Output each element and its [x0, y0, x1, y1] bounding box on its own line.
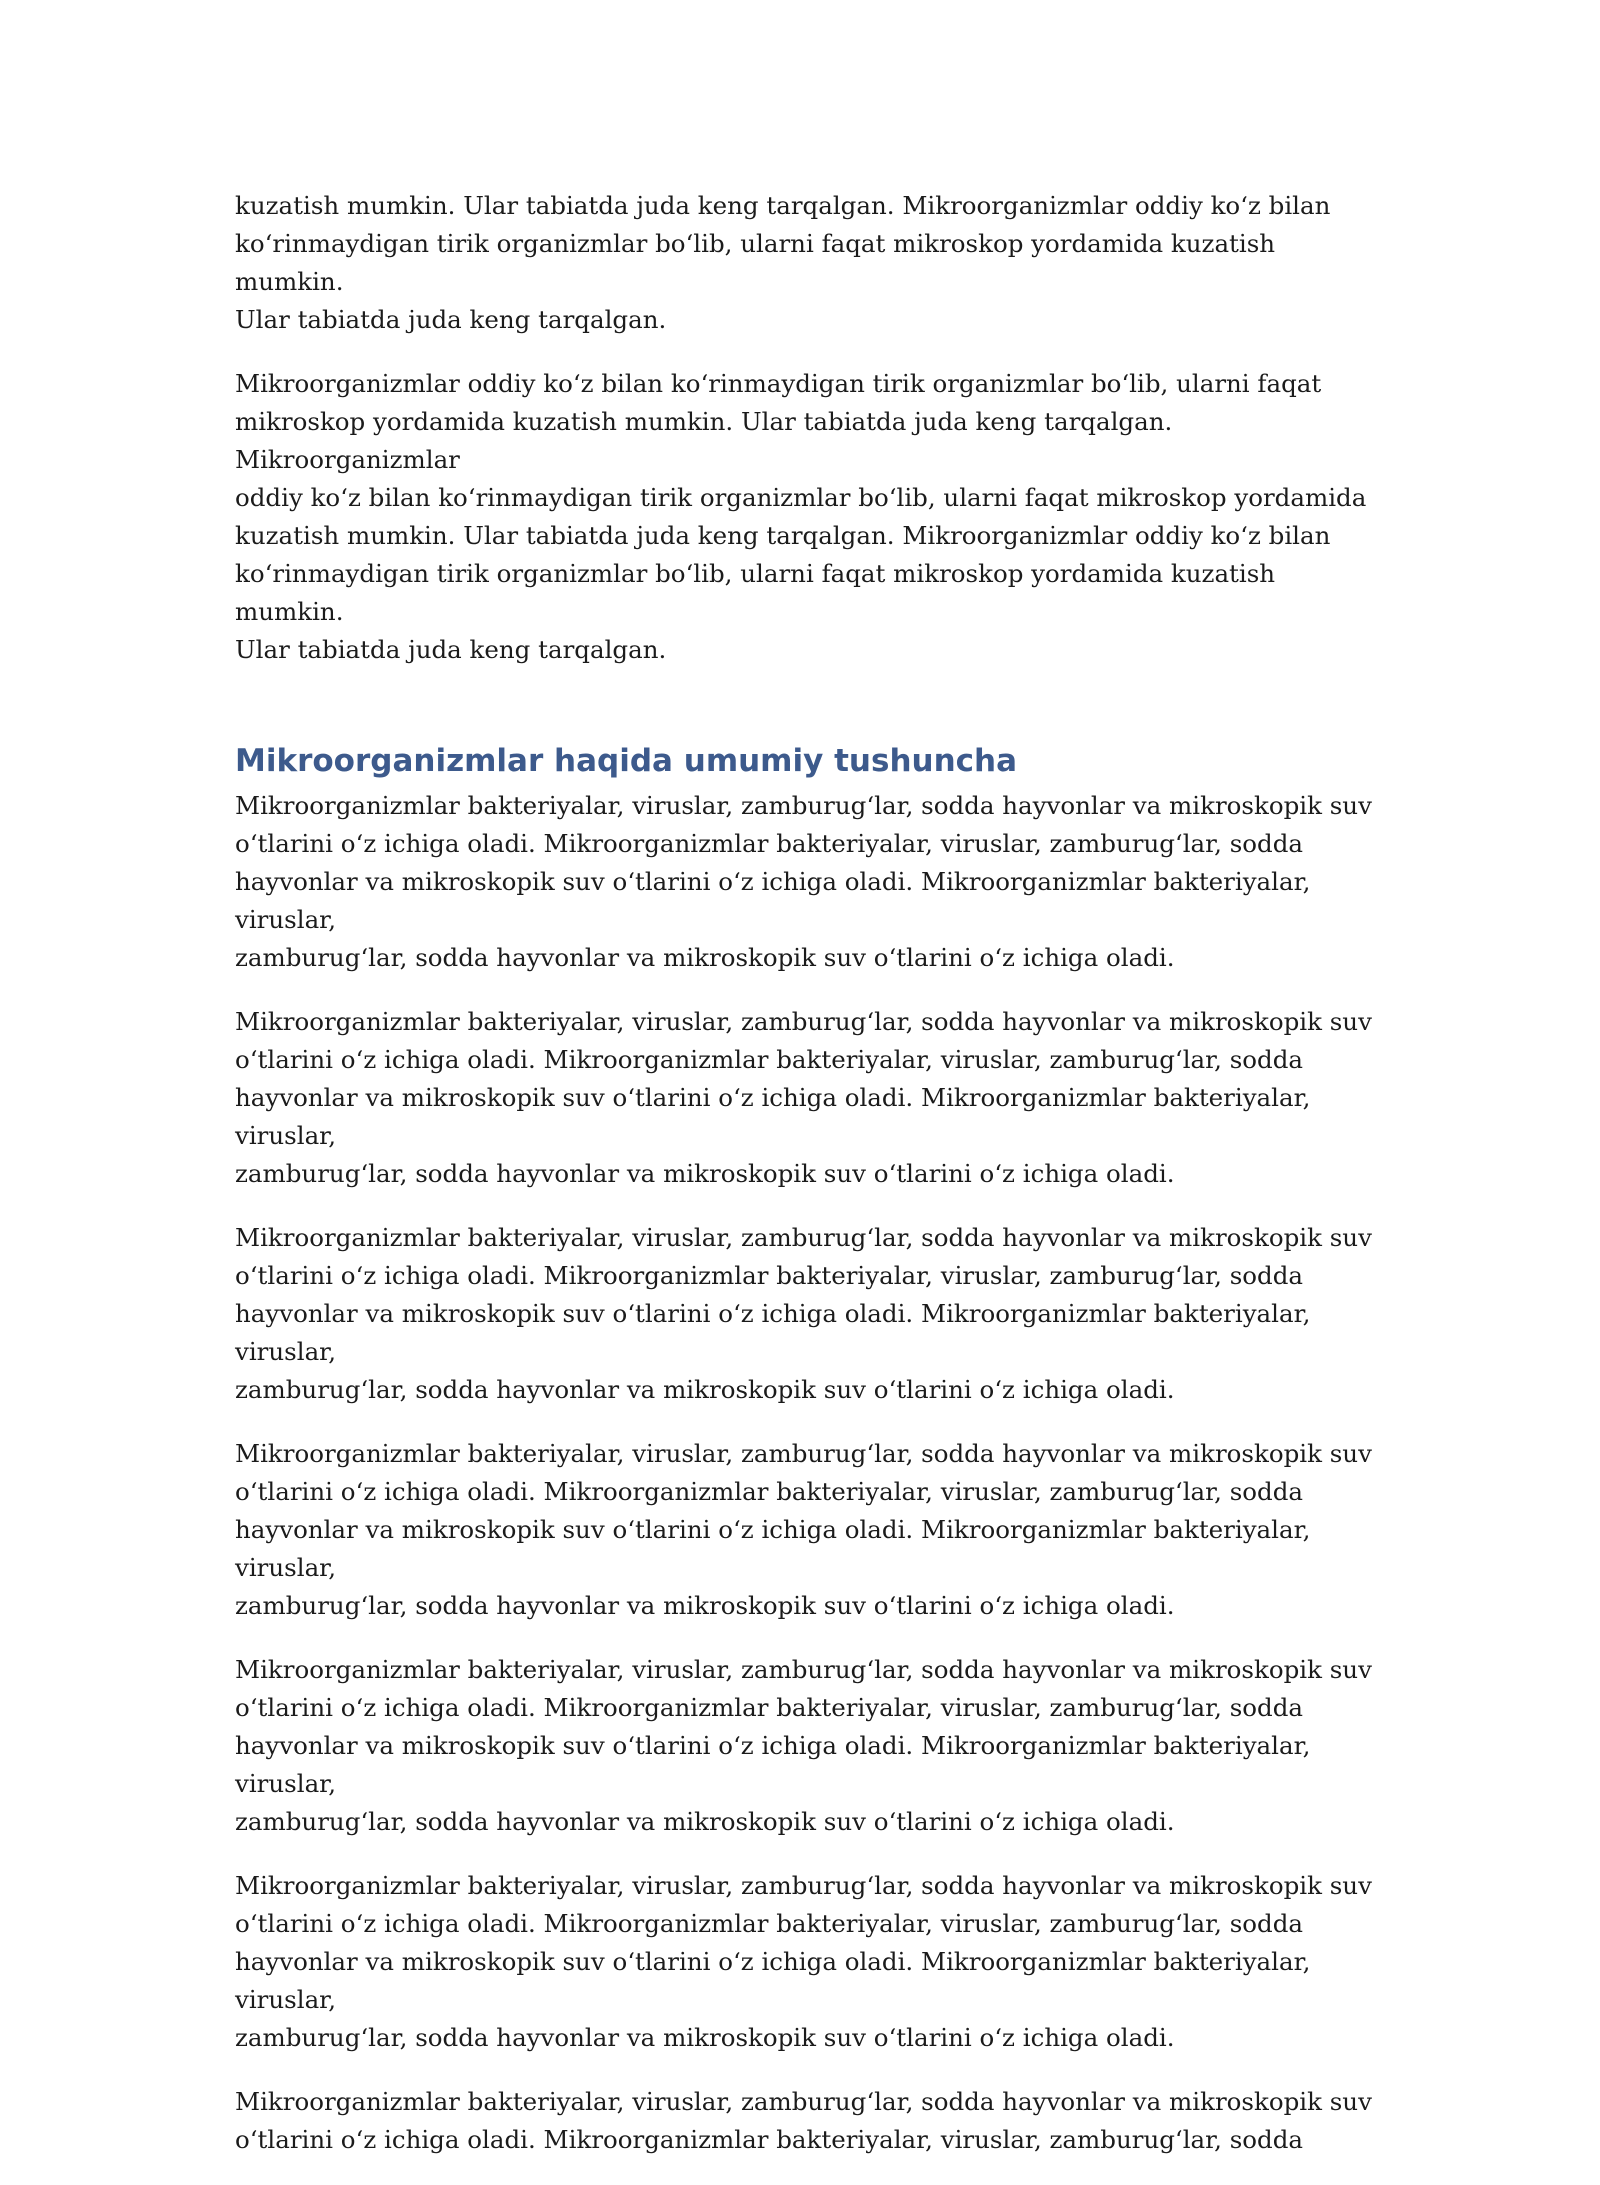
body-paragraph: Mikroorganizmlar bakteriyalar, viruslar, zamburug‘lar, sodda hayvonlar va mikroskopik suv o‘tlarini o‘z ichiga oladi. Mikroorganizmlar bakteriyalar, viruslar, zamburug‘lar, sodda hayvonlar va mikroskopik suv o‘tlarini o‘z ichiga oladi. Mikroorganizmlar bakteriyalar, viruslar, zamburug‘lar, sodda hayvonlar va mikroskopik suv o‘tlarini o‘z ichiga oladi. — [235, 1655, 1372, 1836]
body-paragraph: Mikroorganizmlar bakteriyalar, viruslar, zamburug‘lar, sodda hayvonlar va mikroskopik suv o‘tlarini o‘z ichiga oladi. Mikroorganizmlar bakteriyalar, viruslar, zamburug‘lar, sodda hayvonlar va mikroskopik suv o‘tlarini o‘z ichiga oladi. Mikroorganizmlar bakteriyalar, viruslar, zamburug‘lar, sodda hayvonlar va mikroskopik suv o‘tlarini o‘z ichiga oladi. — [235, 1223, 1372, 1404]
body-paragraph: Mikroorganizmlar oddiy ko‘z bilan ko‘rinmaydigan tirik organizmlar bo‘lib, ularni faqat mikroskop yordamida kuzatish mumkin. Ular tabiatda juda keng tarqalgan. Mikroorganizmlar oddiy ko‘z bilan ko‘rinmaydigan tirik organizmlar bo‘lib, ularni faqat mikroskop yordamida kuzatish mumkin. Ular tabiatda juda keng tarqalgan. Mikroorganizmlar oddiy ko‘z bilan ko‘rinmaydigan tirik organizmlar bo‘lib, ularni faqat mikroskop yordamida kuzatish mumkin. Ular tabiatda juda keng tarqalgan. — [235, 369, 1367, 664]
body-paragraph: Mikroorganizmlar bakteriyalar, viruslar, zamburug‘lar, sodda hayvonlar va mikroskopik suv o‘tlarini o‘z ichiga oladi. Mikroorganizmlar bakteriyalar, viruslar, zamburug‘lar, sodda hayvonlar va mikroskopik suv o‘tlarini o‘z ichiga oladi. Mikroorganizmlar bakteriyalar, viruslar, zamburug‘lar, sodda hayvonlar va mikroskopik suv o‘tlarini o‘z ichiga oladi. — [235, 1007, 1372, 1188]
page-content — [235, 187, 1375, 2185]
body-paragraph: Mikroorganizmlar bakteriyalar, viruslar, zamburug‘lar, sodda hayvonlar va mikroskopik suv o‘tlarini o‘z ichiga oladi. Mikroorganizmlar bakteriyalar, viruslar, zamburug‘lar, sodda hayvonlar va mikroskopik suv o‘tlarini o‘z ichiga oladi. Mikroorganizmlar bakteriyalar, viruslar, zamburug‘lar, sodda hayvonlar va mikroskopik suv o‘tlarini o‘z ichiga oladi. — [235, 1871, 1372, 2052]
body-paragraph: Mikroorganizmlar bakteriyalar, viruslar, zamburug‘lar, sodda hayvonlar va mikroskopik suv o‘tlarini o‘z ichiga oladi. Mikroorganizmlar bakteriyalar, viruslar, zamburug‘lar, sodda — [235, 2087, 1372, 2154]
body-paragraph: Mikroorganizmlar bakteriyalar, viruslar, zamburug‘lar, sodda hayvonlar va mikroskopik suv o‘tlarini o‘z ichiga oladi. Mikroorganizmlar bakteriyalar, viruslar, zamburug‘lar, sodda hayvonlar va mikroskopik suv o‘tlarini o‘z ichiga oladi. Mikroorganizmlar bakteriyalar, viruslar, zamburug‘lar, sodda hayvonlar va mikroskopik suv o‘tlarini o‘z ichiga oladi. — [235, 1439, 1372, 1620]
body-paragraph: kuzatish mumkin. Ular tabiatda juda keng tarqalgan. Mikroorganizmlar oddiy ko‘z bilan ko‘rinmaydigan tirik organizmlar bo‘lib, ularni faqat mikroskop yordamida kuzatish mumkin. Ular tabiatda juda keng tarqalgan. — [235, 191, 1331, 334]
section-heading: Mikroorganizmlar haqida umumiy tushuncha — [235, 743, 1018, 779]
body-paragraph: Mikroorganizmlar bakteriyalar, viruslar, zamburug‘lar, sodda hayvonlar va mikroskopik suv o‘tlarini o‘z ichiga oladi. Mikroorganizmlar bakteriyalar, viruslar, zamburug‘lar, sodda hayvonlar va mikroskopik suv o‘tlarini o‘z ichiga oladi. Mikroorganizmlar bakteriyalar, viruslar, zamburug‘lar, sodda hayvonlar va mikroskopik suv o‘tlarini o‘z ichiga oladi. — [235, 791, 1372, 972]
